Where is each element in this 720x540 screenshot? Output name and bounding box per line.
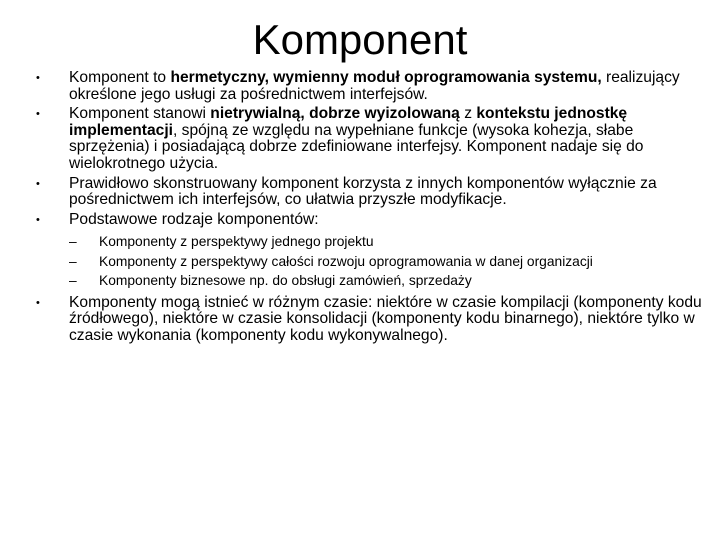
text-segment: Podstawowe rodzaje komponentów: bbox=[69, 210, 319, 228]
bullet-dot-icon: • bbox=[36, 296, 40, 309]
dash-icon: – bbox=[69, 234, 77, 250]
bullet-dot-icon: • bbox=[36, 213, 40, 226]
text-segment: , spójną ze względu na wypełniane funkcje (wysoka kohezja, słabe sprzężenia) i posiadającą dobrze zdefiniowane interfejsy. Komponent nadaje się do wielokrotnego użycia. bbox=[69, 121, 644, 172]
bullet-text bbox=[69, 69, 680, 103]
bullet-item bbox=[36, 212, 706, 291]
bullet-dot-icon: • bbox=[36, 72, 40, 84]
bullet-dot-icon: • bbox=[36, 108, 40, 121]
text-segment: Komponent stanowi bbox=[69, 105, 211, 123]
bold-text-segment: nietrywialną, dobrze wyizolowaną bbox=[210, 105, 460, 123]
bullet-item bbox=[36, 106, 706, 172]
bullet-dot-icon: • bbox=[36, 177, 40, 190]
bold-text-segment: kontekstu jednostkę implementacji bbox=[69, 105, 628, 139]
text-segment: Komponent to bbox=[69, 69, 171, 86]
sub-bullet-item bbox=[69, 232, 706, 252]
bullet-text bbox=[69, 175, 657, 209]
sub-bullet-list bbox=[69, 232, 706, 291]
bullet-item bbox=[36, 70, 706, 103]
sub-bullet-text: Komponenty z perspektywy całości rozwoju oprogramowania w danej organizacji bbox=[99, 253, 593, 269]
slide-title: Komponent bbox=[252, 16, 468, 63]
dash-icon: – bbox=[69, 273, 77, 289]
bullet-item bbox=[36, 176, 706, 209]
bullet-list bbox=[36, 70, 706, 348]
bold-text-segment: hermetyczny, wymienny moduł oprogramowania systemu, bbox=[170, 69, 602, 86]
text-segment: Prawidłowo skonstruowany komponent korzysta z innych komponentów wyłącznie za pośrednictwem ich interfejsów, co ułatwia przyszłe modyfikacje. bbox=[69, 174, 657, 209]
sub-bullet-item bbox=[69, 252, 706, 272]
text-segment: z bbox=[459, 105, 477, 123]
sub-bullet-item bbox=[69, 271, 706, 291]
sub-bullet-text: Komponenty biznesowe np. do obsługi zamówień, sprzedaży bbox=[99, 273, 472, 289]
bullet-item bbox=[36, 295, 706, 345]
text-segment: Komponenty mogą istnieć w różnym czasie: niektóre w czasie kompilacji (komponenty kodu źródłowego), niektóre w czasie konsolidacji (komponenty kodu binarnego), niektóre tylko w czasie wykonania (komponenty kodu wykonywalnego). bbox=[69, 293, 702, 345]
text-segment: realizujący określone jego usługi za pośrednictwem interfejsów. bbox=[69, 69, 680, 103]
sub-bullet-text: Komponenty z perspektywy jednego projektu bbox=[99, 234, 374, 250]
bullet-text bbox=[69, 211, 319, 228]
bullet-text bbox=[69, 294, 702, 344]
dash-icon: – bbox=[69, 253, 77, 269]
bullet-text bbox=[69, 105, 643, 172]
